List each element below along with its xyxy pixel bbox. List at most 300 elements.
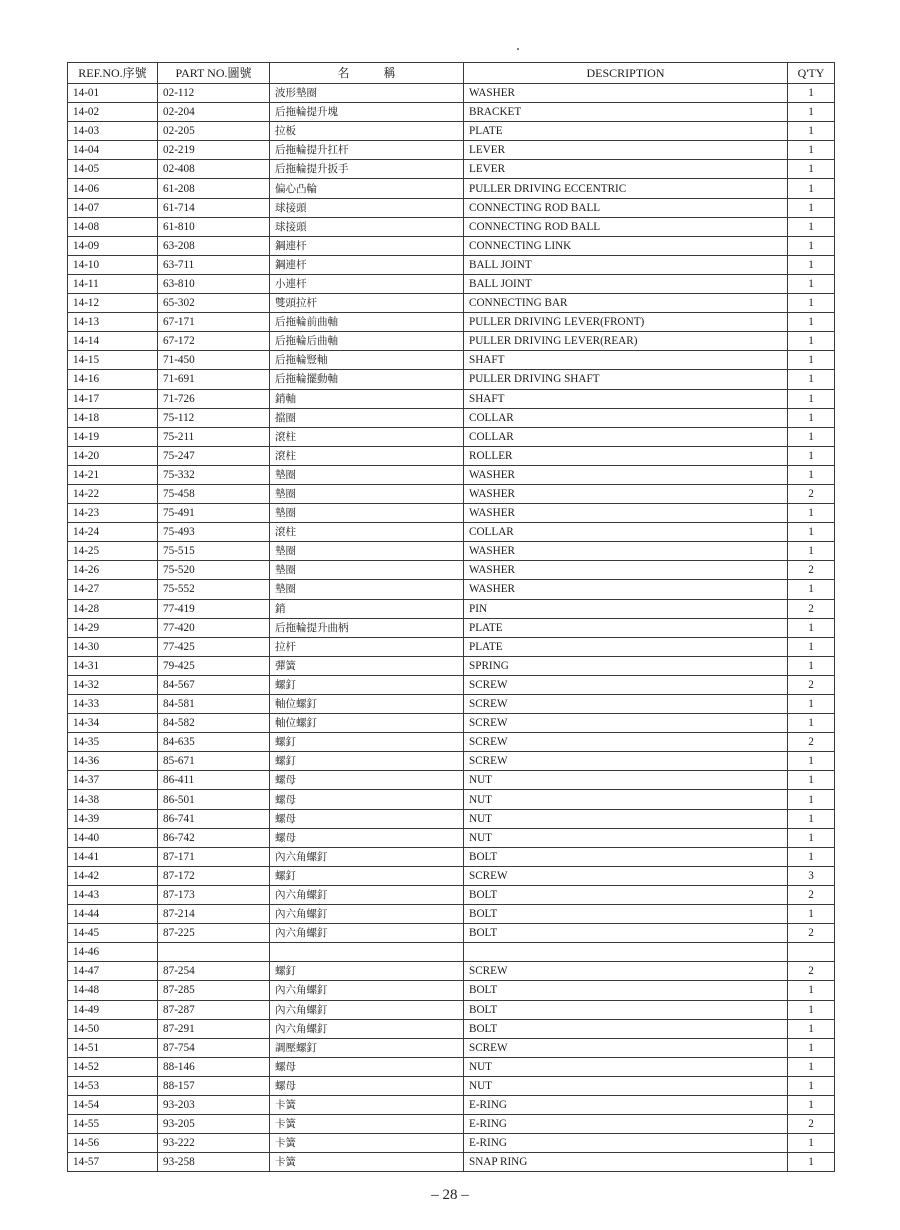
cell-name: 墊圈	[270, 580, 464, 599]
cell-name: 后拖輪后曲軸	[270, 332, 464, 351]
cell-name: 內六角螺釘	[270, 905, 464, 924]
cell-ref-no: 14-01	[68, 84, 158, 103]
cell-description: LEVER	[464, 141, 788, 160]
cell-quantity: 1	[788, 274, 835, 293]
cell-part-no: 75-552	[158, 580, 270, 599]
cell-description: BOLT	[464, 924, 788, 943]
cell-description	[464, 943, 788, 962]
cell-name: 軸位螺釘	[270, 714, 464, 733]
cell-quantity: 1	[788, 847, 835, 866]
cell-description: WASHER	[464, 561, 788, 580]
cell-ref-no: 14-32	[68, 675, 158, 694]
table-row	[68, 141, 835, 160]
cell-description: SHAFT	[464, 389, 788, 408]
table-row	[68, 1038, 835, 1057]
table-row	[68, 313, 835, 332]
cell-ref-no: 14-57	[68, 1153, 158, 1172]
cell-description: NUT	[464, 1057, 788, 1076]
cell-description: BALL JOINT	[464, 255, 788, 274]
cell-ref-no: 14-19	[68, 427, 158, 446]
cell-name: 螺釘	[270, 675, 464, 694]
cell-part-no: 87-173	[158, 885, 270, 904]
table-row	[68, 733, 835, 752]
cell-description: LEVER	[464, 160, 788, 179]
cell-ref-no: 14-51	[68, 1038, 158, 1057]
cell-description: CONNECTING ROD BALL	[464, 217, 788, 236]
cell-ref-no: 14-26	[68, 561, 158, 580]
cell-description: BOLT	[464, 1000, 788, 1019]
cell-description: SNAP RING	[464, 1153, 788, 1172]
cell-quantity: 1	[788, 179, 835, 198]
cell-description: SCREW	[464, 1038, 788, 1057]
cell-ref-no: 14-49	[68, 1000, 158, 1019]
cell-description: SHAFT	[464, 351, 788, 370]
table-row	[68, 408, 835, 427]
cell-ref-no: 14-03	[68, 122, 158, 141]
cell-description: COLLAR	[464, 523, 788, 542]
cell-part-no: 79-425	[158, 656, 270, 675]
cell-part-no: 93-258	[158, 1153, 270, 1172]
cell-quantity: 1	[788, 523, 835, 542]
cell-quantity: 1	[788, 714, 835, 733]
cell-ref-no: 14-46	[68, 943, 158, 962]
cell-description: BOLT	[464, 1019, 788, 1038]
cell-quantity: 2	[788, 1115, 835, 1134]
cell-part-no: 86-741	[158, 809, 270, 828]
cell-part-no: 75-520	[158, 561, 270, 580]
cell-ref-no: 14-09	[68, 236, 158, 255]
table-row	[68, 1153, 835, 1172]
cell-part-no: 87-291	[158, 1019, 270, 1038]
cell-name: 銷軸	[270, 389, 464, 408]
cell-name: 銷	[270, 599, 464, 618]
cell-part-no: 61-208	[158, 179, 270, 198]
table-row	[68, 599, 835, 618]
table-row	[68, 885, 835, 904]
cell-ref-no: 14-27	[68, 580, 158, 599]
cell-ref-no: 14-21	[68, 465, 158, 484]
page-number: – 28 –	[431, 1187, 469, 1203]
parts-list-table	[67, 62, 835, 1172]
cell-ref-no: 14-02	[68, 103, 158, 122]
cell-name: 滾柱	[270, 446, 464, 465]
cell-quantity: 2	[788, 599, 835, 618]
table-row	[68, 618, 835, 637]
cell-quantity: 1	[788, 1057, 835, 1076]
cell-ref-no: 14-13	[68, 313, 158, 332]
cell-quantity: 1	[788, 752, 835, 771]
cell-description: E-RING	[464, 1134, 788, 1153]
cell-description: BRACKET	[464, 103, 788, 122]
cell-quantity	[788, 943, 835, 962]
table-row	[68, 504, 835, 523]
table-row	[68, 198, 835, 217]
cell-name: 螺母	[270, 1057, 464, 1076]
cell-quantity: 1	[788, 1038, 835, 1057]
cell-ref-no: 14-10	[68, 255, 158, 274]
cell-ref-no: 14-53	[68, 1076, 158, 1095]
table-row	[68, 160, 835, 179]
cell-name: 鋼連杆	[270, 255, 464, 274]
table-row	[68, 351, 835, 370]
cell-name: 卡簧	[270, 1134, 464, 1153]
cell-quantity: 1	[788, 981, 835, 1000]
cell-ref-no: 14-40	[68, 828, 158, 847]
cell-part-no: 87-754	[158, 1038, 270, 1057]
cell-ref-no: 14-39	[68, 809, 158, 828]
cell-part-no: 88-157	[158, 1076, 270, 1095]
cell-description: E-RING	[464, 1095, 788, 1114]
cell-quantity: 1	[788, 351, 835, 370]
cell-name: 墊圈	[270, 484, 464, 503]
cell-name: 滾柱	[270, 427, 464, 446]
cell-part-no: 87-285	[158, 981, 270, 1000]
cell-quantity: 1	[788, 656, 835, 675]
cell-name: 內六角螺釘	[270, 847, 464, 866]
table-row	[68, 1076, 835, 1095]
cell-part-no: 61-714	[158, 198, 270, 217]
cell-part-no: 86-501	[158, 790, 270, 809]
cell-quantity: 2	[788, 924, 835, 943]
cell-quantity: 1	[788, 1000, 835, 1019]
cell-part-no: 75-458	[158, 484, 270, 503]
cell-description: SCREW	[464, 695, 788, 714]
cell-quantity: 1	[788, 771, 835, 790]
cell-ref-no: 14-11	[68, 274, 158, 293]
cell-ref-no: 14-14	[68, 332, 158, 351]
cell-description: PULLER DRIVING LEVER(FRONT)	[464, 313, 788, 332]
cell-name: 后拖輪豎軸	[270, 351, 464, 370]
cell-quantity: 1	[788, 255, 835, 274]
cell-ref-no: 14-50	[68, 1019, 158, 1038]
table-row	[68, 523, 835, 542]
cell-ref-no: 14-35	[68, 733, 158, 752]
cell-part-no: 87-172	[158, 866, 270, 885]
cell-part-no: 84-567	[158, 675, 270, 694]
cell-description: PLATE	[464, 637, 788, 656]
cell-part-no: 75-491	[158, 504, 270, 523]
table-row	[68, 962, 835, 981]
cell-ref-no: 14-05	[68, 160, 158, 179]
table-row	[68, 484, 835, 503]
table-row	[68, 122, 835, 141]
table-row	[68, 1057, 835, 1076]
cell-quantity: 1	[788, 1019, 835, 1038]
table-row	[68, 656, 835, 675]
cell-ref-no: 14-42	[68, 866, 158, 885]
cell-ref-no: 14-56	[68, 1134, 158, 1153]
cell-part-no	[158, 943, 270, 962]
cell-ref-no: 14-38	[68, 790, 158, 809]
cell-name: 球接頭	[270, 217, 464, 236]
cell-name: 螺母	[270, 1076, 464, 1095]
cell-description: WASHER	[464, 484, 788, 503]
cell-name: 后拖輪提升扛杆	[270, 141, 464, 160]
table-row	[68, 580, 835, 599]
cell-name: 內六角螺釘	[270, 885, 464, 904]
table-row	[68, 924, 835, 943]
cell-part-no: 84-582	[158, 714, 270, 733]
cell-description: SCREW	[464, 962, 788, 981]
cell-description: CONNECTING ROD BALL	[464, 198, 788, 217]
cell-description: E-RING	[464, 1115, 788, 1134]
cell-quantity: 1	[788, 389, 835, 408]
cell-name: 卡簧	[270, 1095, 464, 1114]
cell-part-no: 77-425	[158, 637, 270, 656]
table-row	[68, 274, 835, 293]
cell-quantity: 1	[788, 1153, 835, 1172]
cell-part-no: 67-172	[158, 332, 270, 351]
header-row	[68, 63, 835, 84]
table-row	[68, 637, 835, 656]
cell-name: 螺釘	[270, 752, 464, 771]
cell-part-no: 75-515	[158, 542, 270, 561]
cell-quantity: 1	[788, 637, 835, 656]
cell-part-no: 71-726	[158, 389, 270, 408]
table-row	[68, 465, 835, 484]
table-row	[68, 1019, 835, 1038]
cell-ref-no: 14-23	[68, 504, 158, 523]
cell-part-no: 86-411	[158, 771, 270, 790]
cell-name: 后拖輪提升塊	[270, 103, 464, 122]
cell-description: NUT	[464, 828, 788, 847]
table-row	[68, 771, 835, 790]
cell-ref-no: 14-43	[68, 885, 158, 904]
cell-quantity: 1	[788, 236, 835, 255]
cell-name: 擋圈	[270, 408, 464, 427]
cell-quantity: 1	[788, 504, 835, 523]
table-row	[68, 217, 835, 236]
cell-name: 內六角螺釘	[270, 1019, 464, 1038]
cell-part-no: 02-408	[158, 160, 270, 179]
table-row	[68, 542, 835, 561]
table-row	[68, 790, 835, 809]
cell-quantity: 1	[788, 122, 835, 141]
table-row	[68, 389, 835, 408]
cell-description: CONNECTING BAR	[464, 294, 788, 313]
cell-ref-no: 14-29	[68, 618, 158, 637]
table-row	[68, 695, 835, 714]
cell-description: COLLAR	[464, 427, 788, 446]
cell-part-no: 93-222	[158, 1134, 270, 1153]
cell-ref-no: 14-06	[68, 179, 158, 198]
table-row	[68, 714, 835, 733]
table-row	[68, 370, 835, 389]
cell-description: SPRING	[464, 656, 788, 675]
cell-description: PIN	[464, 599, 788, 618]
cell-ref-no: 14-15	[68, 351, 158, 370]
cell-ref-no: 14-33	[68, 695, 158, 714]
cell-part-no: 87-287	[158, 1000, 270, 1019]
cell-ref-no: 14-18	[68, 408, 158, 427]
cell-name: 鋼連杆	[270, 236, 464, 255]
cell-description: PULLER DRIVING ECCENTRIC	[464, 179, 788, 198]
cell-quantity: 1	[788, 695, 835, 714]
table-row	[68, 981, 835, 1000]
cell-quantity: 1	[788, 160, 835, 179]
cell-quantity: 1	[788, 1076, 835, 1095]
cell-quantity: 1	[788, 141, 835, 160]
cell-ref-no: 14-36	[68, 752, 158, 771]
cell-ref-no: 14-34	[68, 714, 158, 733]
cell-quantity: 2	[788, 733, 835, 752]
cell-description: WASHER	[464, 504, 788, 523]
cell-description: NUT	[464, 809, 788, 828]
cell-description: SCREW	[464, 752, 788, 771]
cell-part-no: 02-112	[158, 84, 270, 103]
table-row	[68, 1095, 835, 1114]
cell-quantity: 1	[788, 1095, 835, 1114]
cell-ref-no: 14-44	[68, 905, 158, 924]
cell-name: 拉杆	[270, 637, 464, 656]
cell-description: SCREW	[464, 866, 788, 885]
cell-ref-no: 14-12	[68, 294, 158, 313]
cell-name: 墊圈	[270, 504, 464, 523]
header-part-no: PART NO.圖號	[158, 63, 270, 84]
cell-part-no: 75-211	[158, 427, 270, 446]
cell-name: 拉板	[270, 122, 464, 141]
cell-name: 卡簧	[270, 1115, 464, 1134]
cell-ref-no: 14-28	[68, 599, 158, 618]
cell-description: WASHER	[464, 542, 788, 561]
cell-description: BOLT	[464, 905, 788, 924]
cell-ref-no: 14-45	[68, 924, 158, 943]
header-ref-no: REF.NO.序號	[68, 63, 158, 84]
cell-name: 調壓螺釘	[270, 1038, 464, 1057]
cell-name: 波形墊圈	[270, 84, 464, 103]
cell-part-no: 63-810	[158, 274, 270, 293]
cell-description: COLLAR	[464, 408, 788, 427]
cell-name: 后拖輪提升扳手	[270, 160, 464, 179]
cell-name: 螺釘	[270, 962, 464, 981]
cell-quantity: 1	[788, 618, 835, 637]
cell-part-no: 75-332	[158, 465, 270, 484]
table-row	[68, 1000, 835, 1019]
table-row	[68, 446, 835, 465]
cell-ref-no: 14-48	[68, 981, 158, 1000]
cell-quantity: 1	[788, 198, 835, 217]
cell-part-no: 77-419	[158, 599, 270, 618]
cell-ref-no: 14-55	[68, 1115, 158, 1134]
cell-part-no: 93-205	[158, 1115, 270, 1134]
cell-description: WASHER	[464, 465, 788, 484]
cell-description: PULLER DRIVING LEVER(REAR)	[464, 332, 788, 351]
cell-description: PLATE	[464, 618, 788, 637]
cell-quantity: 3	[788, 866, 835, 885]
cell-quantity: 1	[788, 332, 835, 351]
cell-description: SCREW	[464, 733, 788, 752]
cell-part-no: 85-671	[158, 752, 270, 771]
cell-part-no: 71-691	[158, 370, 270, 389]
header-name: 名稱	[270, 63, 464, 84]
cell-quantity: 1	[788, 84, 835, 103]
cell-quantity: 1	[788, 313, 835, 332]
cell-ref-no: 14-54	[68, 1095, 158, 1114]
cell-part-no: 84-581	[158, 695, 270, 714]
cell-quantity: 1	[788, 294, 835, 313]
cell-part-no: 87-254	[158, 962, 270, 981]
header-quantity: Q'TY	[788, 63, 835, 84]
cell-part-no: 93-203	[158, 1095, 270, 1114]
table-row	[68, 1115, 835, 1134]
cell-ref-no: 14-41	[68, 847, 158, 866]
cell-ref-no: 14-37	[68, 771, 158, 790]
cell-part-no: 67-171	[158, 313, 270, 332]
table-row	[68, 828, 835, 847]
cell-name: 螺母	[270, 809, 464, 828]
cell-part-no: 77-420	[158, 618, 270, 637]
cell-ref-no: 14-25	[68, 542, 158, 561]
cell-ref-no: 14-07	[68, 198, 158, 217]
cell-quantity: 1	[788, 828, 835, 847]
table-row	[68, 255, 835, 274]
cell-name: 內六角螺釘	[270, 924, 464, 943]
cell-quantity: 1	[788, 905, 835, 924]
cell-part-no: 86-742	[158, 828, 270, 847]
cell-description: ROLLER	[464, 446, 788, 465]
cell-name: 軸位螺釘	[270, 695, 464, 714]
cell-part-no: 75-493	[158, 523, 270, 542]
cell-description: BOLT	[464, 847, 788, 866]
table-row	[68, 1134, 835, 1153]
cell-name: 墊圈	[270, 542, 464, 561]
cell-part-no: 61-810	[158, 217, 270, 236]
cell-part-no: 87-225	[158, 924, 270, 943]
cell-quantity: 2	[788, 561, 835, 580]
cell-quantity: 1	[788, 542, 835, 561]
cell-ref-no: 14-16	[68, 370, 158, 389]
cell-ref-no: 14-47	[68, 962, 158, 981]
cell-quantity: 1	[788, 370, 835, 389]
cell-name: 卡簧	[270, 1153, 464, 1172]
cell-ref-no: 14-04	[68, 141, 158, 160]
table-row	[68, 332, 835, 351]
table-row	[68, 561, 835, 580]
cell-name: 后拖輪提升曲柄	[270, 618, 464, 637]
cell-ref-no: 14-22	[68, 484, 158, 503]
cell-quantity: 1	[788, 790, 835, 809]
cell-quantity: 1	[788, 217, 835, 236]
cell-part-no: 71-450	[158, 351, 270, 370]
cell-quantity: 2	[788, 962, 835, 981]
cell-part-no: 02-205	[158, 122, 270, 141]
cell-name: 內六角螺釘	[270, 981, 464, 1000]
cell-description: SCREW	[464, 714, 788, 733]
cell-ref-no: 14-30	[68, 637, 158, 656]
cell-name: 球接頭	[270, 198, 464, 217]
cell-description: WASHER	[464, 84, 788, 103]
table-row	[68, 179, 835, 198]
cell-description: BALL JOINT	[464, 274, 788, 293]
table-row	[68, 943, 835, 962]
cell-ref-no: 14-24	[68, 523, 158, 542]
cell-quantity: 1	[788, 408, 835, 427]
table-row	[68, 809, 835, 828]
cell-quantity: 1	[788, 446, 835, 465]
cell-quantity: 1	[788, 427, 835, 446]
cell-name: 墊圈	[270, 561, 464, 580]
cell-quantity: 2	[788, 885, 835, 904]
cell-quantity: 1	[788, 809, 835, 828]
cell-description: NUT	[464, 1076, 788, 1095]
cell-part-no: 63-711	[158, 255, 270, 274]
cell-description: PLATE	[464, 122, 788, 141]
header-description: DESCRIPTION	[464, 63, 788, 84]
cell-quantity: 1	[788, 580, 835, 599]
table-row	[68, 905, 835, 924]
cell-description: BOLT	[464, 981, 788, 1000]
cell-name: 墊圈	[270, 465, 464, 484]
